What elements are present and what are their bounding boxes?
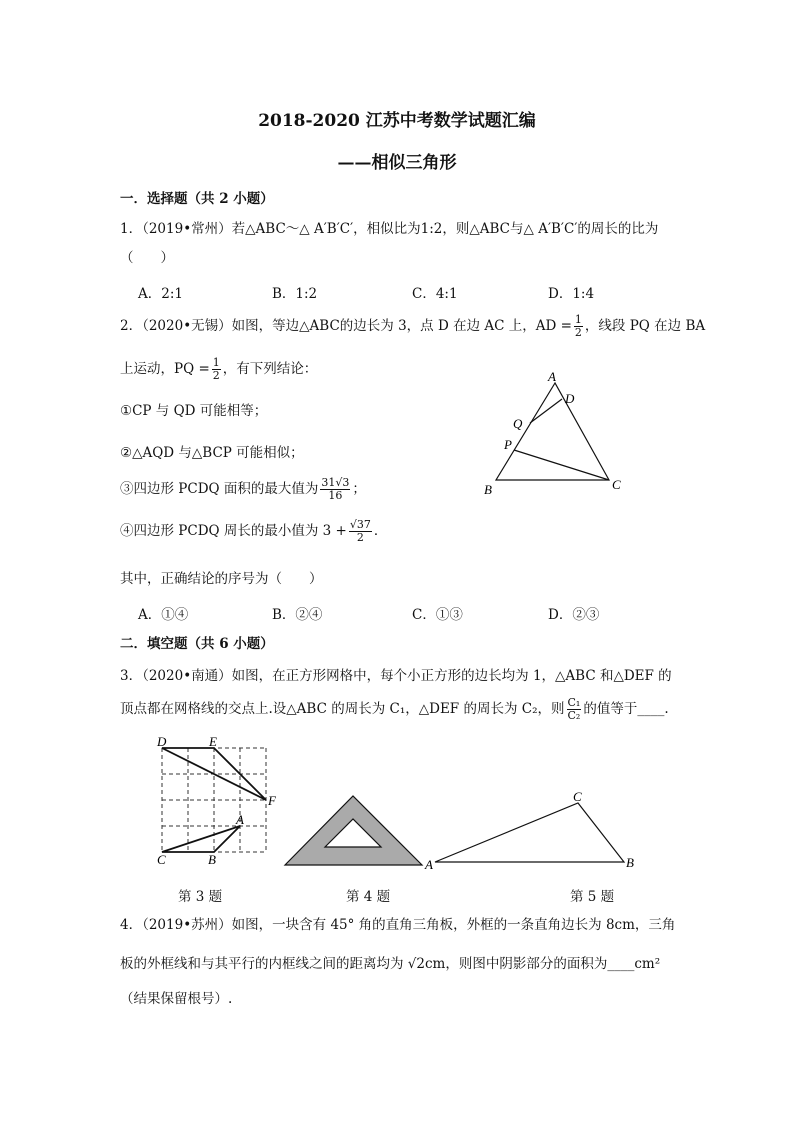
q2-stem-b: ，线段 PQ 在边 BA bbox=[584, 318, 706, 334]
q2-option-a: A．①④ bbox=[138, 607, 189, 623]
q2-segment-qd bbox=[530, 399, 562, 423]
q2-label-p: P bbox=[504, 437, 512, 452]
q4-line2: 板的外框线和与其平行的内框线之间的距离均为 √2cm，则图中阴影部分的面积为____cm² bbox=[120, 956, 661, 972]
q3-label-b: B bbox=[208, 852, 216, 866]
q3-frac-num: C₁ bbox=[567, 696, 581, 709]
q2-conclusion-1: ①CP 与 QD 可能相等； bbox=[120, 403, 268, 419]
q2-c4-den: 2 bbox=[356, 531, 364, 544]
q1-option-b: B．1:2 bbox=[272, 286, 318, 302]
q3-frac-den: C₂ bbox=[567, 709, 581, 722]
q4-line1: 4．（2019•苏州）如图，一块含有 45° 角的直角三角板，外框的一条直角边长为 8cm，三角 bbox=[120, 917, 676, 933]
q2-c3-num: 31√3 bbox=[321, 476, 350, 489]
q2-label-b: B bbox=[484, 482, 492, 497]
q2-option-c: C．①③ bbox=[412, 607, 463, 623]
q2-label-d: D bbox=[565, 391, 575, 406]
q5-label-c: C bbox=[573, 789, 582, 804]
q3-label-e: E bbox=[209, 736, 217, 749]
section-heading-fill: 二．填空题（共 6 小题） bbox=[120, 636, 274, 652]
q1-paren: （ ） bbox=[120, 250, 174, 266]
caption-fig3: 第 3 题 bbox=[178, 889, 223, 905]
q2-stem-a: 2．（2020•无锡）如图，等边△ABC的边长为 3，点 D 在边 AC 上，AD = bbox=[120, 318, 572, 334]
q2-ad-num: 1 bbox=[574, 313, 582, 326]
q2-option-b: B．②④ bbox=[272, 607, 323, 623]
q4-label-a: A bbox=[425, 857, 433, 870]
q3-grid bbox=[162, 748, 266, 852]
q3-figure bbox=[150, 736, 285, 866]
q2-label-a: A bbox=[548, 369, 556, 384]
q2-c3-b: ； bbox=[352, 481, 366, 497]
q3-line2-a: 顶点都在网格线的交点上.设△ABC 的周长为 C₁，△DEF 的周长为 C₂，则 bbox=[120, 701, 565, 717]
q1-option-a: A．2:1 bbox=[138, 286, 183, 302]
q2-c4-a: ④四边形 PCDQ 周长的最小值为 3 + bbox=[120, 523, 347, 539]
caption-fig4: 第 4 题 bbox=[346, 889, 391, 905]
q2-label-q: Q bbox=[513, 416, 523, 431]
page-subtitle: ——相似三角形 bbox=[337, 153, 457, 173]
q4-line3: （结果保留根号）. bbox=[120, 991, 233, 1007]
q3-line1: 3．（2020•南通）如图，在正方形网格中，每个小正方形的边长均为 1，△ABC 和△DEF 的 bbox=[120, 668, 672, 684]
q3-label-a: A bbox=[236, 812, 244, 827]
q2-line2 bbox=[120, 357, 317, 382]
q3-line2-b: 的值等于____. bbox=[583, 701, 669, 717]
q2-c4-b: ． bbox=[373, 523, 388, 539]
q2-pq-den: 2 bbox=[212, 369, 220, 382]
q1-option-d: D．1:4 bbox=[548, 286, 595, 302]
q3-label-f: F bbox=[268, 793, 276, 808]
q2-conclusion-4 bbox=[120, 519, 387, 544]
q2-pq-fraction bbox=[212, 357, 221, 382]
page-title: 2018-2020 江苏中考数学试题汇编 bbox=[258, 111, 536, 131]
q2-c3-fraction bbox=[320, 477, 350, 502]
q5-figure bbox=[430, 786, 640, 872]
q2-option-d: D．②③ bbox=[548, 607, 600, 623]
q4-figure bbox=[280, 790, 440, 870]
q2-ad-fraction bbox=[574, 314, 583, 339]
q2-triangle-abc bbox=[496, 383, 609, 480]
q2-ask: 其中，正确结论的序号为（ ） bbox=[120, 571, 323, 587]
q2-conclusion-2: ②△AQD 与△BCP 可能相似； bbox=[120, 445, 304, 461]
q2-conclusion-3 bbox=[120, 477, 366, 502]
q2-line2-b: ，有下列结论： bbox=[222, 361, 318, 377]
q1-option-c: C．4:1 bbox=[412, 286, 458, 302]
section-heading-choice: 一．选择题（共 2 小题） bbox=[120, 191, 274, 207]
q3-line2 bbox=[120, 697, 669, 722]
q5-triangle bbox=[435, 803, 624, 862]
caption-fig5: 第 5 题 bbox=[570, 889, 615, 905]
q2-line2-a: 上运动，PQ = bbox=[120, 361, 210, 377]
q2-c3-a: ③四边形 PCDQ 面积的最大值为 bbox=[120, 481, 319, 497]
q3-triangle-abc bbox=[162, 826, 240, 852]
q1-stem: 1．（2019•常州）若△ABC～△ A′B′C′，相似比为1:2，则△ABC与△ A′B′C′的周长的比为 bbox=[120, 221, 659, 237]
q2-c4-fraction bbox=[349, 519, 372, 544]
q2-ad-den: 2 bbox=[574, 326, 582, 339]
q2-line1 bbox=[120, 314, 705, 339]
q2-pq-num: 1 bbox=[212, 356, 220, 369]
q2-c3-den: 16 bbox=[328, 489, 343, 502]
q3-label-c: C bbox=[157, 852, 166, 866]
q4-set-square bbox=[285, 796, 422, 865]
q5-label-b: B bbox=[626, 855, 634, 870]
q2-label-c: C bbox=[612, 477, 621, 492]
q3-label-d: D bbox=[157, 736, 167, 749]
q2-c4-num: √37 bbox=[349, 518, 371, 531]
q2-figure bbox=[470, 365, 640, 500]
q3-fraction bbox=[567, 697, 582, 722]
